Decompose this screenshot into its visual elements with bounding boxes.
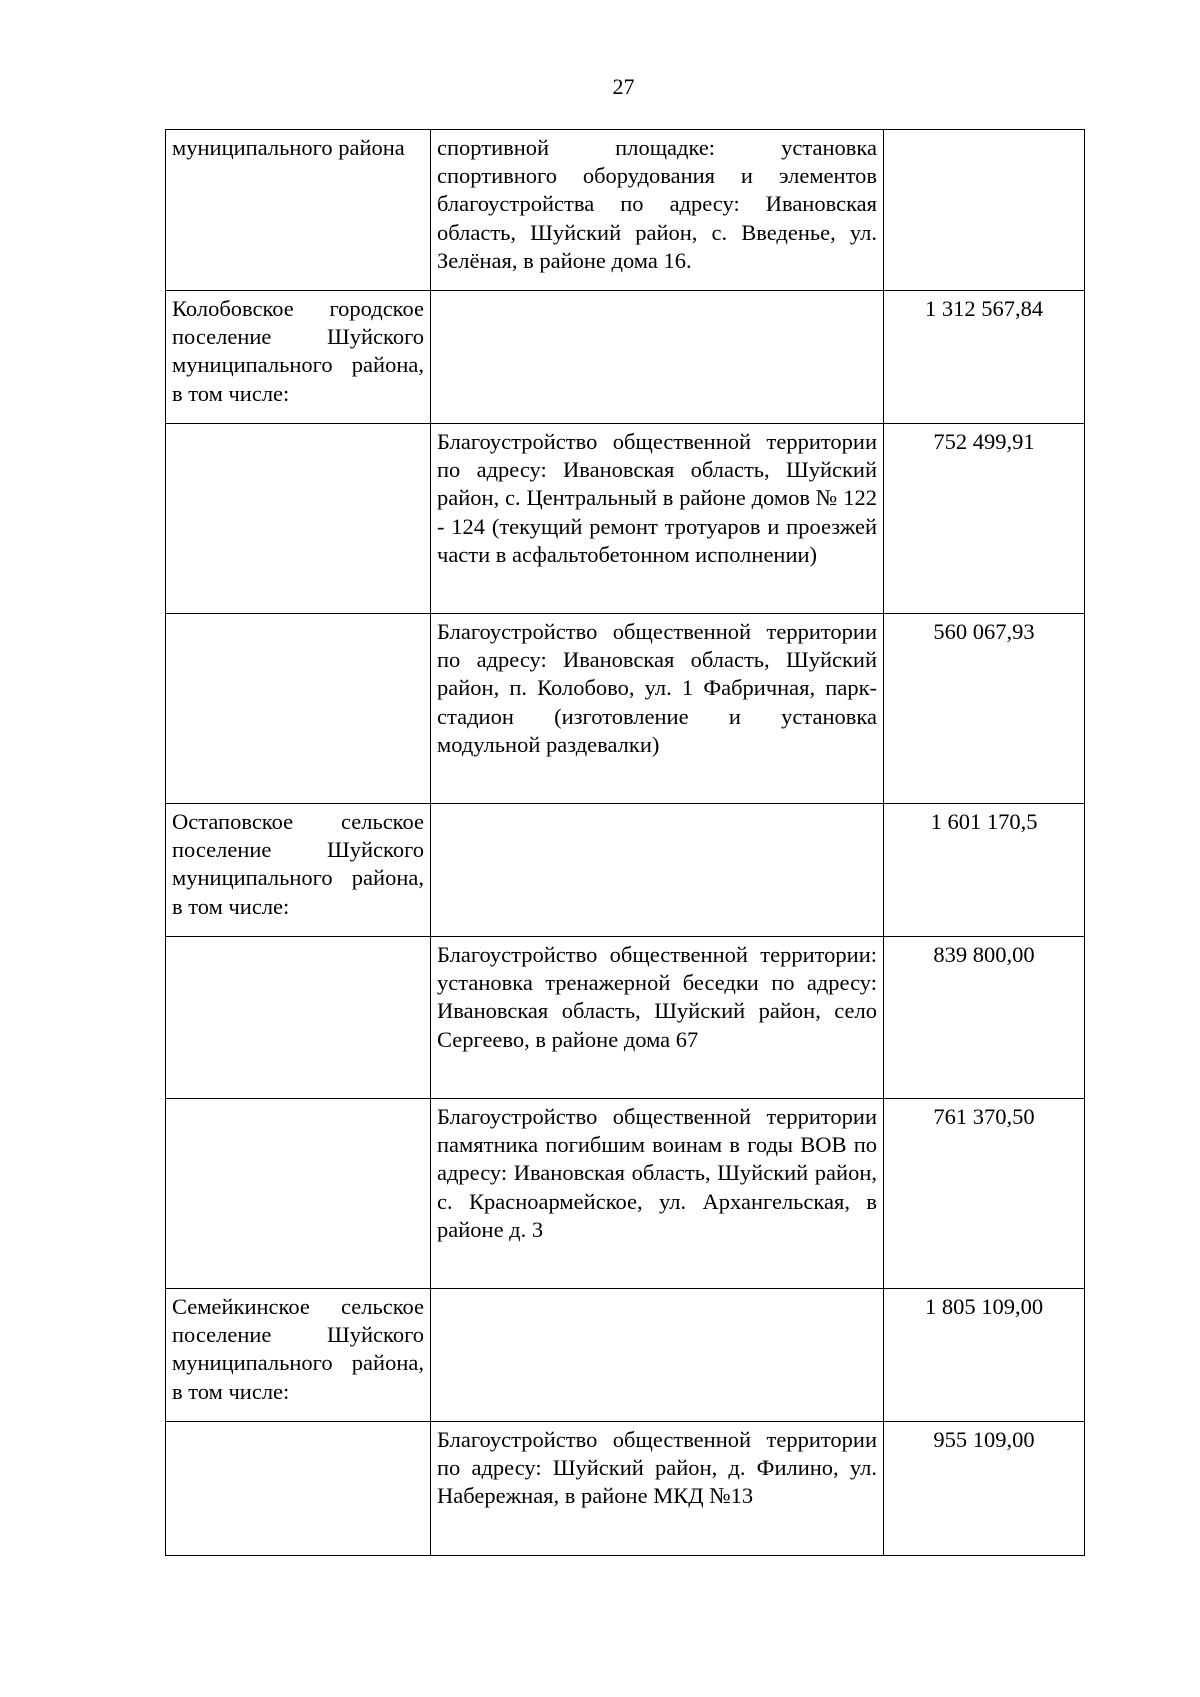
municipality-cell (166, 424, 431, 614)
municipality-cell (166, 130, 431, 291)
municipality-text: Остаповское сельское поселение Шуйского муниципального района, в том числе: (172, 809, 424, 919)
description-text: Благоустройство общественной территории памятника погибшим воинам в годы ВОВ по адресу: Ивановская область, Шуйский район, с. Красноармейское, ул. Архангельская, в районе д. 3 (437, 1104, 877, 1242)
amount-cell (884, 1422, 1085, 1556)
amount-text: 1 805 109,00 (924, 1294, 1044, 1319)
amount-cell (884, 1099, 1085, 1289)
table-row (166, 1422, 1085, 1556)
funding-table (165, 129, 1085, 1556)
table-row (166, 1289, 1085, 1422)
municipality-cell (166, 804, 431, 937)
amount-cell (884, 291, 1085, 424)
description-cell (431, 937, 884, 1099)
municipality-cell (166, 937, 431, 1099)
municipality-cell (166, 291, 431, 424)
page-number: 27 (612, 74, 635, 99)
municipality-text: Семейкинское сельское поселение Шуйского муниципального района, в том числе: (172, 1294, 424, 1404)
amount-cell (884, 1289, 1085, 1422)
municipality-cell (166, 1422, 431, 1556)
description-cell (431, 1289, 884, 1422)
description-cell (431, 291, 884, 424)
description-cell (431, 1422, 884, 1556)
municipality-text: Колобовское городское поселение Шуйского муниципального района, в том числе: (172, 296, 424, 406)
amount-cell (884, 804, 1085, 937)
amount-text: 1 312 567,84 (924, 296, 1044, 321)
description-cell (431, 804, 884, 937)
table-row (166, 130, 1085, 291)
amount-cell (884, 424, 1085, 614)
description-text: Благоустройство общественной территории: установка тренажерной беседки по адресу: Ивановская область, Шуйский район, село Сергеево, в районе дома 67 (437, 942, 877, 1052)
municipality-cell (166, 614, 431, 804)
table-row (166, 614, 1085, 804)
amount-text: 955 109,00 (933, 1427, 1035, 1452)
description-cell (431, 424, 884, 614)
description-text: Благоустройство общественной территории по адресу: Ивановская область, Шуйский район, п. Колобово, ул. 1 Фабричная, парк-стадион (изготовление и установка модульной раздевалки) (437, 619, 877, 757)
description-cell (431, 1099, 884, 1289)
description-text: Благоустройство общественной территории по адресу: Ивановская область, Шуйский район, с. Центральный в районе домов № 122 - 124 (текущий ремонт тротуаров и проезжей части в асфальтобетонном исполнении) (437, 429, 877, 567)
table-row (166, 291, 1085, 424)
amount-cell (884, 614, 1085, 804)
amount-text: 752 499,91 (933, 429, 1035, 454)
municipality-text: муниципального района (172, 135, 405, 160)
description-text: спортивной площадке: установка спортивного оборудования и элементов благоустройства по адресу: Ивановская область, Шуйский район, с. Введенье, ул. Зелёная, в районе дома 16. (437, 135, 877, 273)
table-row (166, 424, 1085, 614)
table-row (166, 937, 1085, 1099)
description-text: Благоустройство общественной территории по адресу: Шуйский район, д. Филино, ул. Набережная, в районе МКД №13 (437, 1427, 877, 1509)
amount-text: 839 800,00 (933, 942, 1035, 967)
amount-text: 761 370,50 (933, 1104, 1035, 1129)
table-row (166, 1099, 1085, 1289)
amount-text: 560 067,93 (933, 619, 1035, 644)
municipality-cell (166, 1289, 431, 1422)
table-row (166, 804, 1085, 937)
amount-cell (884, 130, 1085, 291)
description-cell (431, 614, 884, 804)
amount-text: 1 601 170,5 (930, 809, 1038, 834)
municipality-cell (166, 1099, 431, 1289)
description-cell (431, 130, 884, 291)
amount-cell (884, 937, 1085, 1099)
